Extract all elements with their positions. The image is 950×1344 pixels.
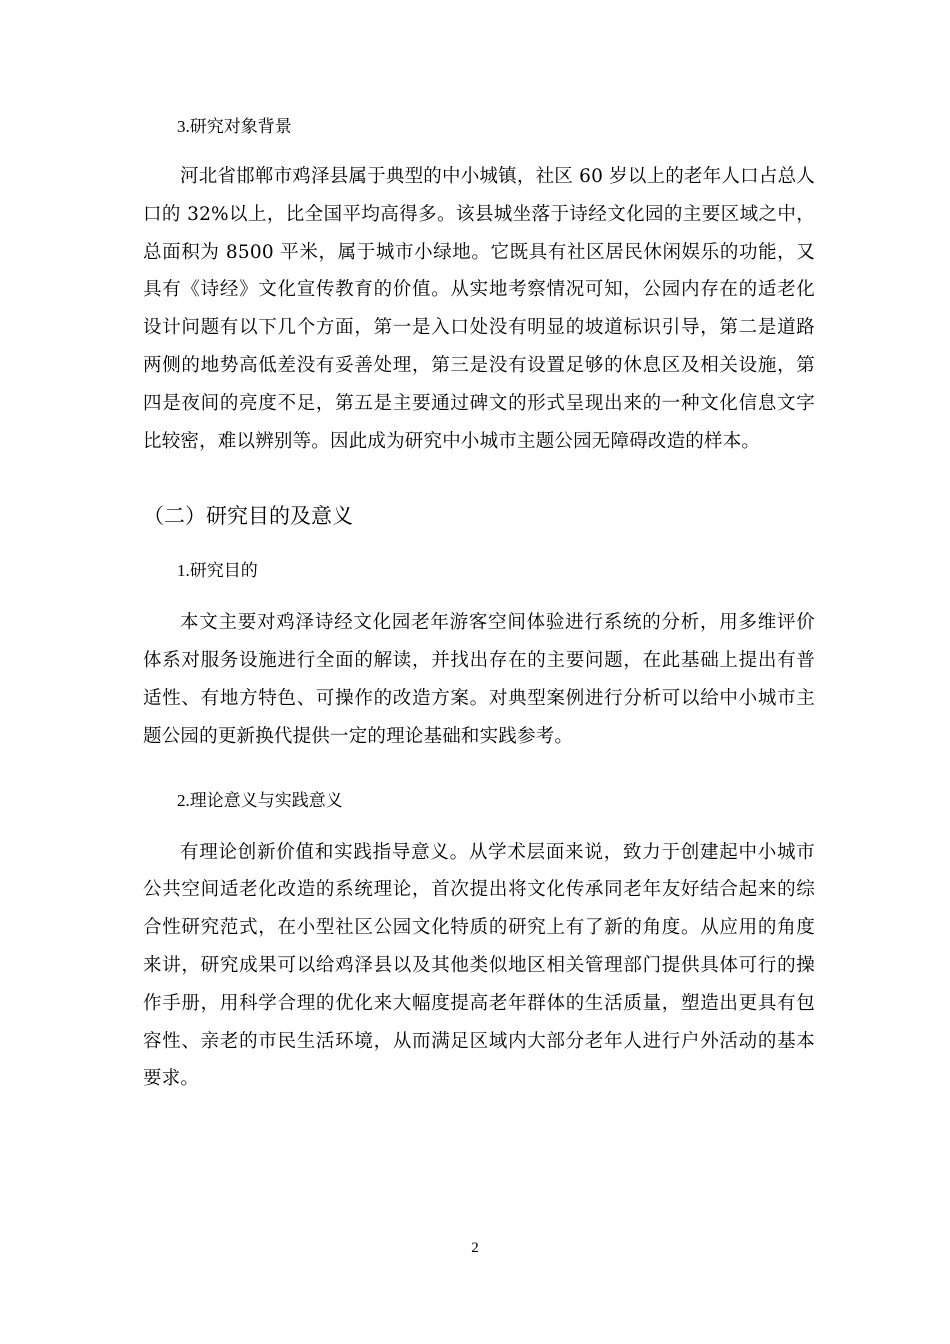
paragraph-research-purpose: 本文主要对鸡泽诗经文化园老年游客空间体验进行系统的分析，用多维评价体系对服务设施进行全面的解读，并找出存在的主要问题，在此基础上提出有普适性、有地方特色、可操作的改造方案。对典型案例进行分析可以给中小城市主题公园的更新换代提供一定的理论基础和实践参考。 [143,612,815,747]
section-heading-research-purpose [143,552,815,590]
page-content [143,108,815,1098]
section-number: 3. [177,117,190,136]
section-number: 1. [177,561,190,581]
section-heading-research-background [143,108,815,146]
paragraph-significance: 有理论创新价值和实践指导意义。从学术层面来说，致力于创建起中小城市公共空间适老化改造的系统理论，首次提出将文化传承同老年友好结合起来的综合性研究范式，在小型社区公园文化特质的研究上有了新的角度。从应用的角度来讲，研究成果可以给鸡泽县以及其他类似地区相关管理部门提供具体可行的操作手册，用科学合理的优化来大幅度提高老年群体的生活质量，塑造出更具有包容性、亲老的市民生活环境，从而满足区域内大部分老年人进行户外活动的基本要求。 [143,841,815,1090]
page-number: 2 [471,1240,479,1256]
paragraph-research-background: 河北省邯郸市鸡泽县属于典型的中小城镇，社区 60 岁以上的老年人口占总人口的 32%以上，比全国平均高得多。该县城坐落于诗经文化园的主要区域之中，总面积为 8500 平米，属于城市小绿地。它既具有社区居民休闲娱乐的功能，又具有《诗经》文化宣传教育的价值。从实地考察情况可知，公园内存在的适老化设计问题有以下几个方面，第一是入口处没有明显的坡道标识引导，第二是道路两侧的地势高低差没有妥善处理，第三是没有设置足够的休息区及相关设施，第四是夜间的亮度不足，第五是主要通过碑文的形式呈现出来的一种文化信息文字比较密，难以辨别等。因此成为研究中小城市主题公园无障碍改造的样本。 [143,166,815,452]
section-number: 2. [177,790,190,810]
section-title: 理论意义与实践意义 [189,790,343,811]
chapter-heading-purpose-significance: （二）研究目的及意义 [143,504,353,529]
section-title: 研究对象背景 [189,117,292,137]
section-heading-significance [143,782,815,820]
section-title: 研究目的 [189,561,258,582]
